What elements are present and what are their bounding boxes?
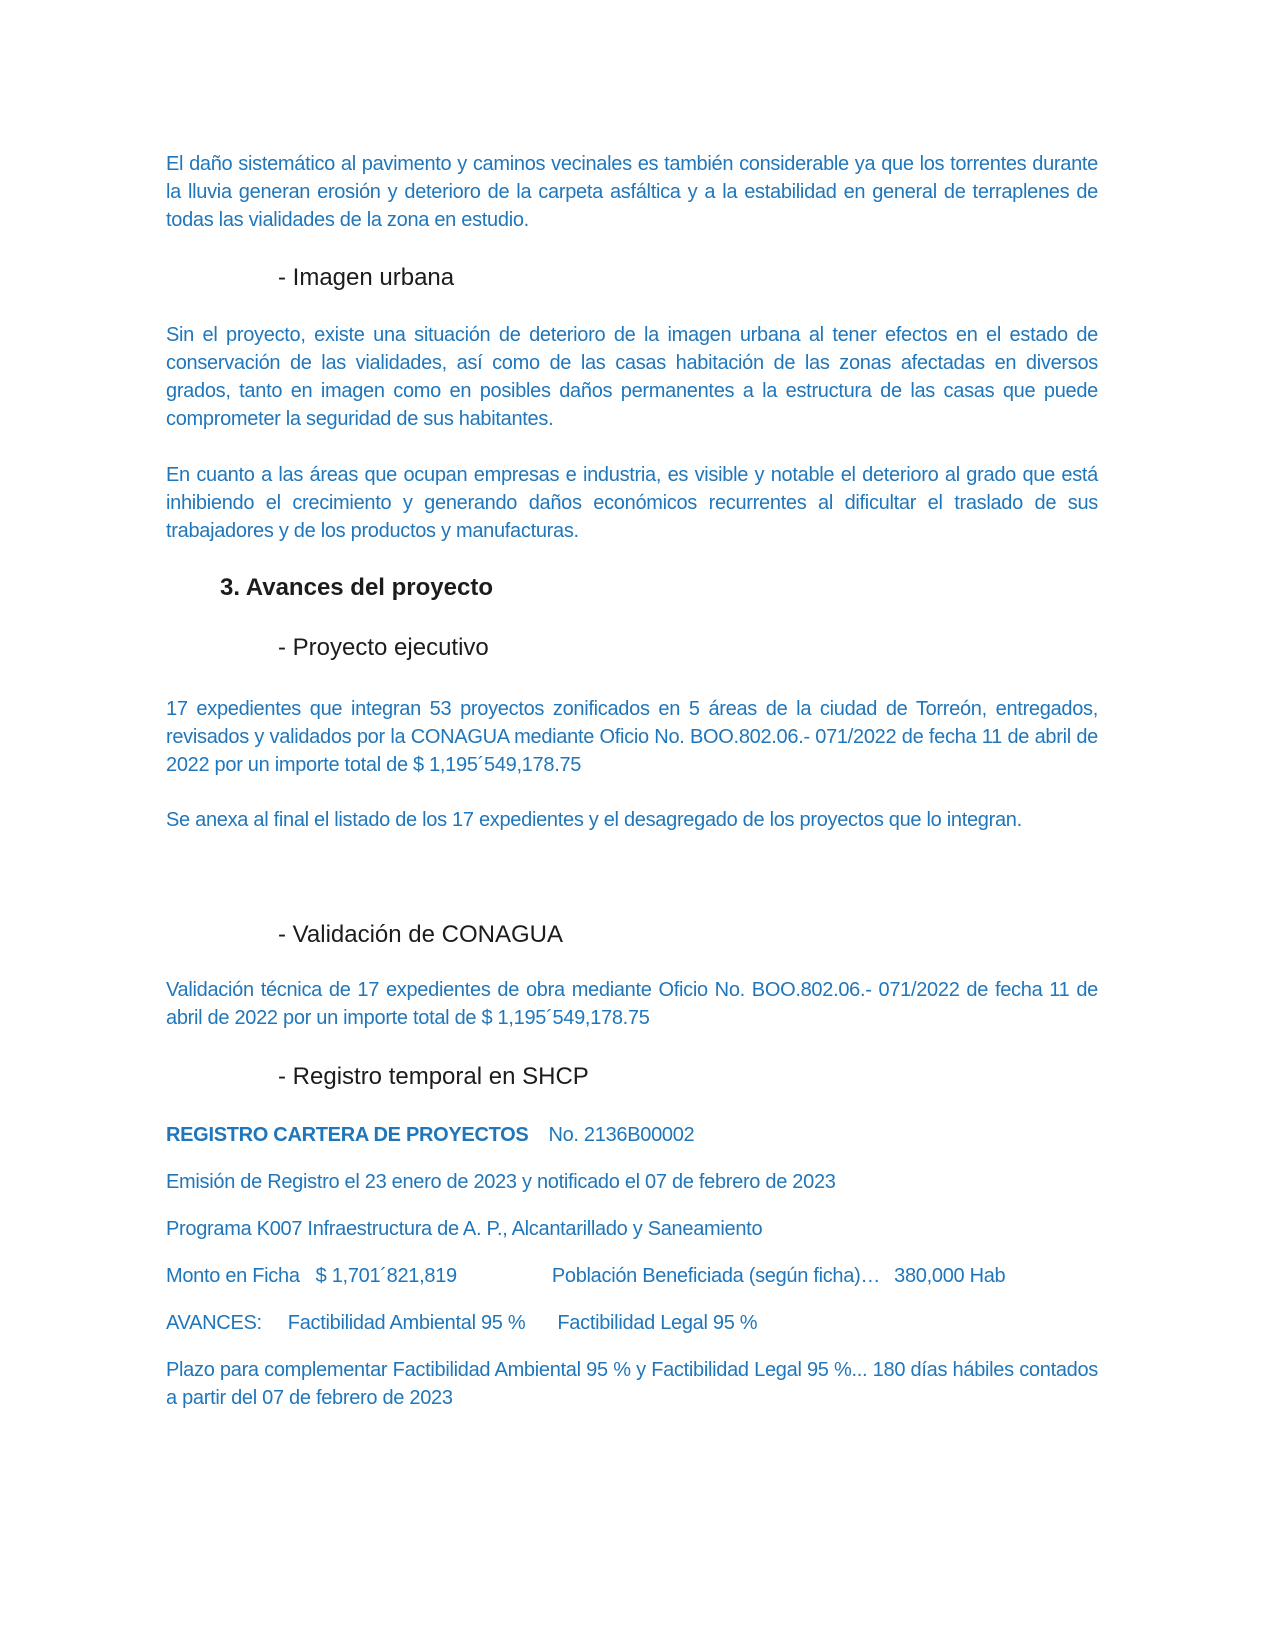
registro-cartera-label: REGISTRO CARTERA DE PROYECTOS [166, 1124, 529, 1146]
paragraph-empresas-industria: En cuanto a las áreas que ocupan empresas e industria, es visible y notable el deterioro al grado que está inhibiendo el crecimiento y generando daños económicos recurrentes al dificultar el traslado de sus trabajadores y de los productos y manufacturas. [166, 464, 1098, 542]
paragraph-validacion-tecnica: Validación técnica de 17 expedientes de obra mediante Oficio No. BOO.802.06.- 071/2022 de fecha 11 de abril de 2022 por un importe total de $ 1,195´549,178.75 [166, 979, 1098, 1029]
paragraph-expedientes: 17 expedientes que integran 53 proyectos zonificados en 5 áreas de la ciudad de Torreón, entregados, revisados y validados por la CONAGUA mediante Oficio No. BOO.802.06.- 071/2022 de fecha 11 de abril de 2022 por un importe total de $ 1,195´549,178.75 [166, 698, 1098, 776]
paragraph-se-anexa: Se anexa al final el listado de los 17 expedientes y el desagregado de los proyectos que lo integran. [166, 809, 1022, 831]
poblacion-beneficiada-value: 380,000 Hab [894, 1265, 1006, 1287]
registro-cartera-row [166, 1121, 1098, 1149]
heading-registro-temporal-shcp: - Registro temporal en SHCP [278, 1063, 589, 1090]
poblacion-beneficiada-label: Población Beneficiada (según ficha)… [551, 1265, 881, 1287]
paragraph-sin-proyecto: Sin el proyecto, existe una situación de deterioro de la imagen urbana al tener efectos en el estado de conservación de las vialidades, así como de las casas habitación de las zonas afectadas en diversos grados, tanto en imagen como en posibles daños permanentes a la estructura de las casas que puede comprometer la seguridad de sus habitantes. [166, 324, 1098, 430]
monto-en-ficha-label: Monto en Ficha [166, 1265, 300, 1287]
avances-label: AVANCES: [166, 1312, 262, 1334]
paragraph-emision-registro: Emisión de Registro el 23 enero de 2023 y notificado el 07 de febrero de 2023 [166, 1171, 836, 1193]
avances-row [166, 1309, 1098, 1337]
factibilidad-legal-value: Factibilidad Legal 95 % [557, 1312, 758, 1334]
heading-imagen-urbana: - Imagen urbana [278, 264, 455, 291]
heading-validacion-conagua: - Validación de CONAGUA [278, 921, 563, 948]
paragraph-pavement-damage: El daño sistemático al pavimento y caminos vecinales es también considerable ya que los torrentes durante la lluvia generan erosión y deterioro de la carpeta asfáltica y a la estabilidad en general de terraplenes de todas las vialidades de la zona en estudio. [166, 153, 1098, 231]
factibilidad-ambiental-value: Factibilidad Ambiental 95 % [287, 1312, 526, 1334]
ficha-row [166, 1262, 1098, 1290]
heading-avances-del-proyecto: 3. Avances del proyecto [220, 574, 493, 601]
paragraph-plazo-complementar: Plazo para complementar Factibilidad Ambiental 95 % y Factibilidad Legal 95 %... 180 días hábiles contados a partir del 07 de febrero de 2023 [166, 1359, 1098, 1409]
registro-cartera-number: No. 2136B00002 [548, 1124, 695, 1146]
heading-proyecto-ejecutivo: - Proyecto ejecutivo [278, 634, 489, 661]
monto-en-ficha-value: $ 1,701´821,819 [315, 1265, 457, 1287]
paragraph-programa-k007: Programa K007 Infraestructura de A. P., Alcantarillado y Saneamiento [166, 1218, 763, 1240]
